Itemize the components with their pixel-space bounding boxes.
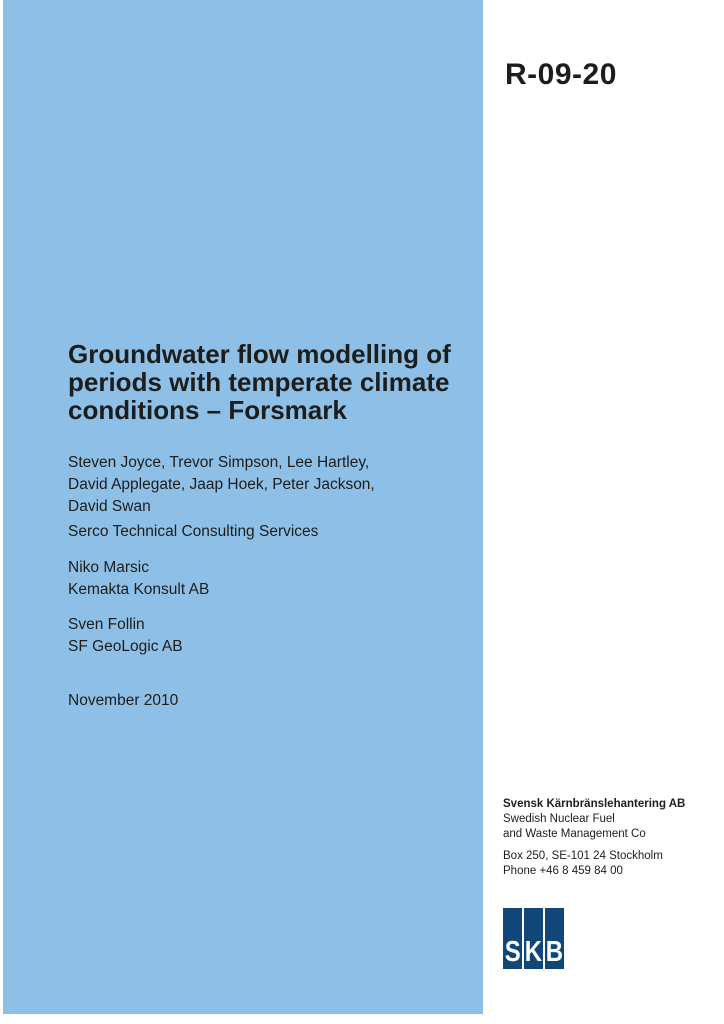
author-group-geologic	[68, 614, 468, 658]
skb-logo-bar	[503, 908, 522, 969]
skb-logo-letter: B	[545, 934, 564, 968]
author-name: Sven Follin	[68, 616, 145, 633]
author-names-line: David Applegate, Jaap Hoek, Peter Jackson,	[68, 476, 375, 493]
author-group-serco	[68, 452, 468, 543]
skb-logo	[503, 908, 564, 969]
author-affiliation: SF GeoLogic AB	[68, 638, 183, 655]
author-group-kemakta	[68, 557, 468, 601]
author-name: Niko Marsic	[68, 559, 149, 576]
author-names-line: David Swan	[68, 498, 151, 515]
skb-logo-letter: S	[504, 934, 521, 968]
publisher-phone-line: Phone +46 8 459 84 00	[503, 865, 623, 877]
report-title-line: periods with temperate climate	[68, 367, 450, 397]
publisher-name: Svensk Kärnbränslehantering AB	[503, 798, 686, 810]
publisher-info	[503, 797, 703, 879]
publication-date: November 2010	[68, 692, 179, 709]
author-affiliation: Serco Technical Consulting Services	[68, 523, 319, 540]
author-names-line: Steven Joyce, Trevor Simpson, Lee Hartley,	[68, 454, 370, 471]
report-title-line: conditions – Forsmark	[68, 395, 347, 425]
skb-logo-letter: K	[524, 934, 543, 968]
report-title-line: Groundwater flow modelling of	[68, 339, 451, 369]
publisher-description-line: Swedish Nuclear Fuel	[503, 813, 615, 825]
publisher-description-line: and Waste Management Co	[503, 828, 646, 840]
skb-logo-bar	[524, 908, 543, 969]
publisher-address-line: Box 250, SE-101 24 Stockholm	[503, 850, 663, 862]
skb-logo-bar	[545, 908, 564, 969]
report-title	[68, 340, 458, 424]
report-number: R-09-20	[505, 58, 617, 91]
author-affiliation: Kemakta Konsult AB	[68, 581, 210, 598]
